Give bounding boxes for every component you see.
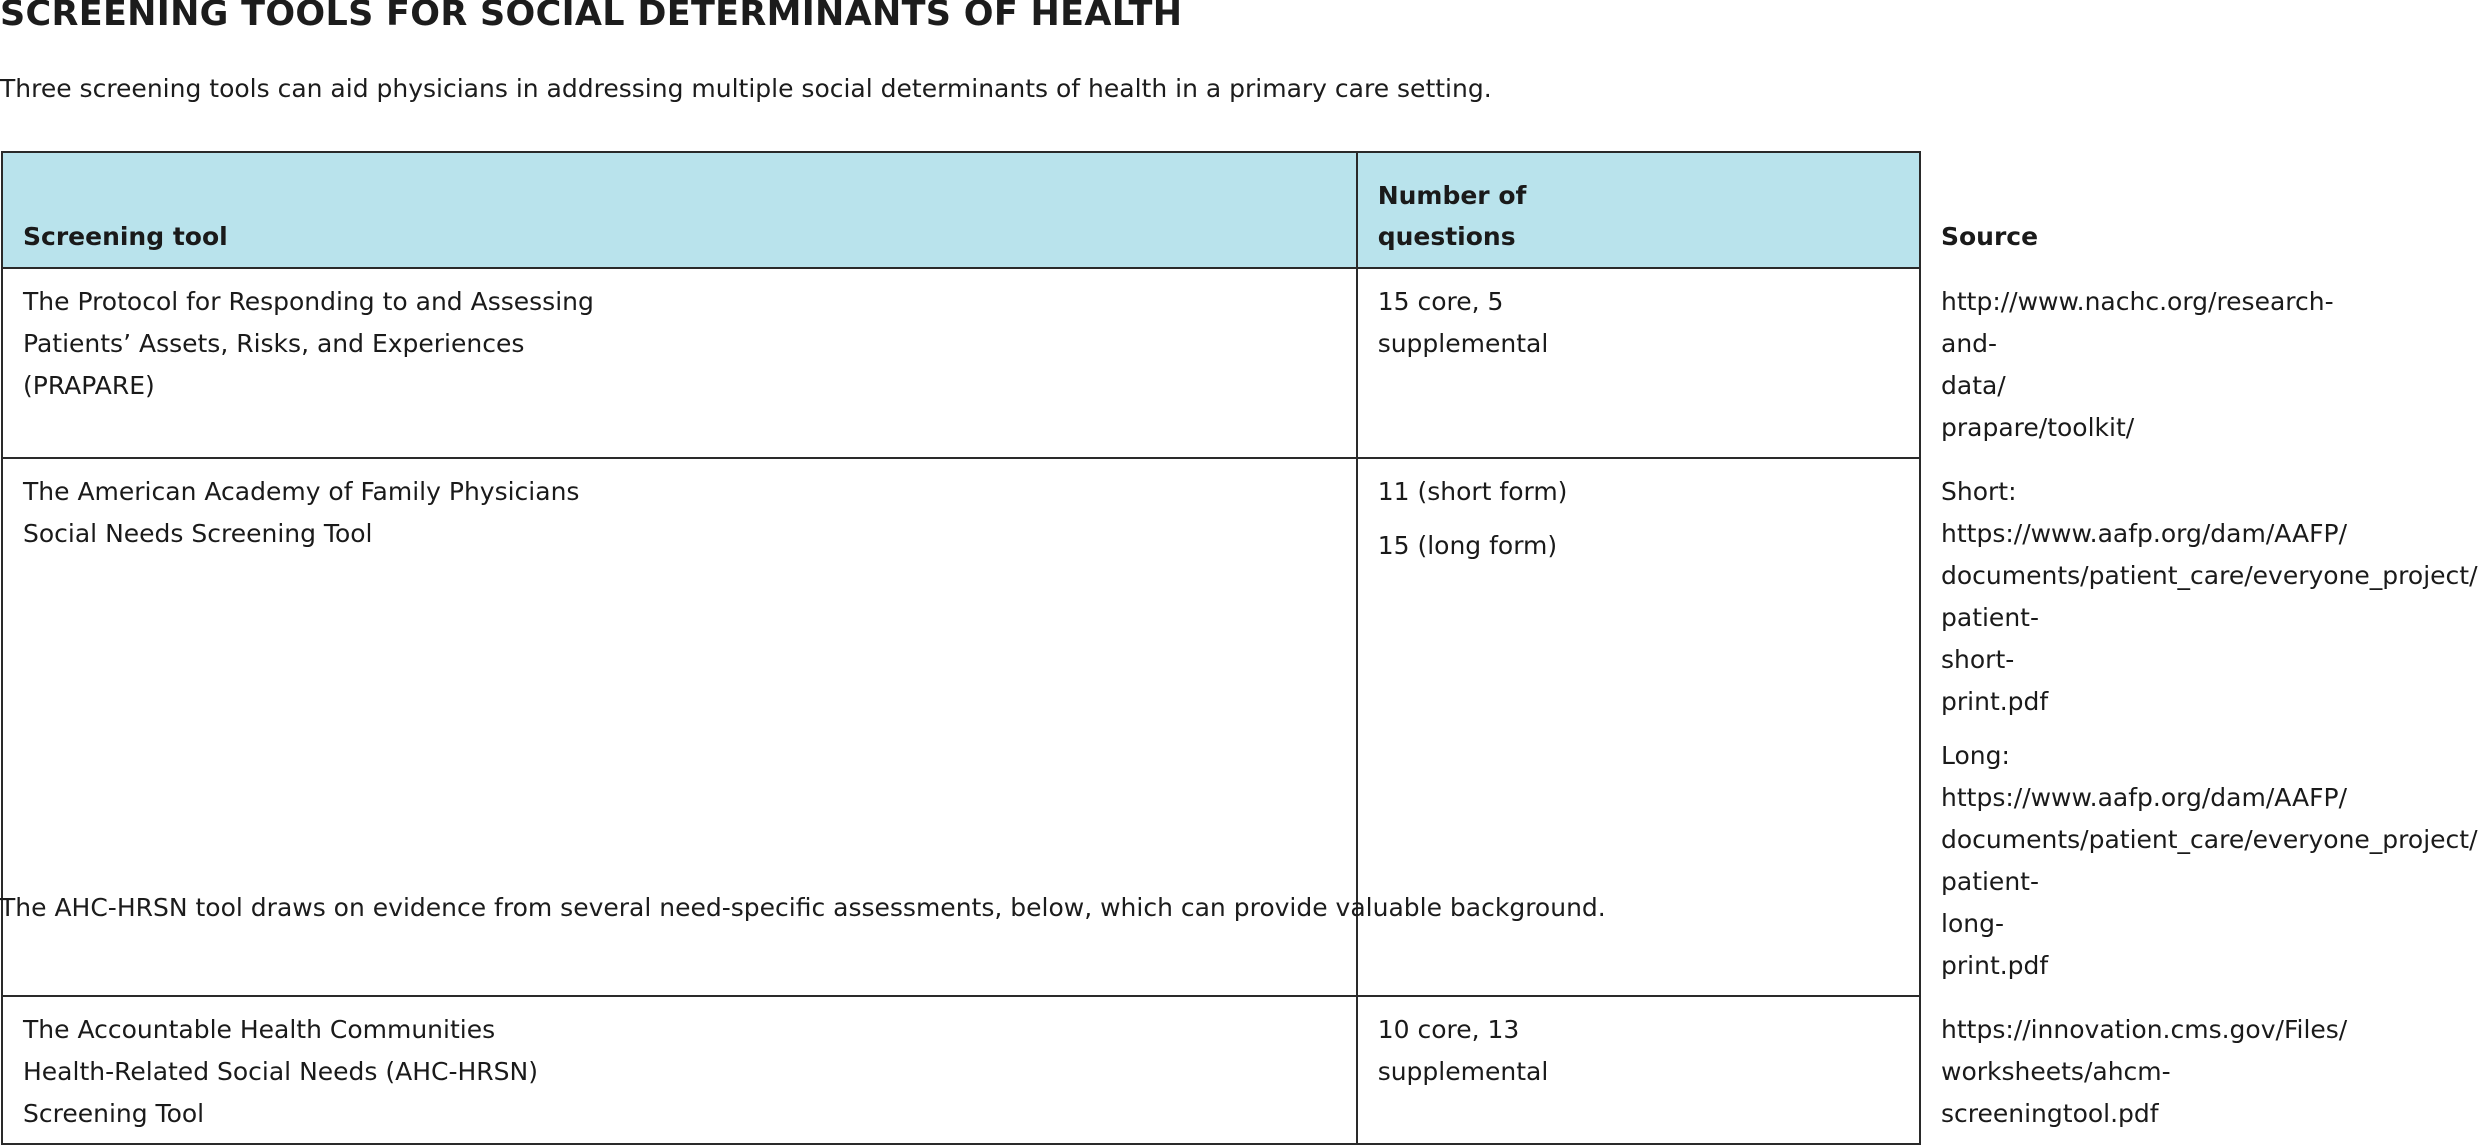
short-form-count: 11 (short form) [1377, 477, 1568, 506]
table-row: The American Academy of Family Physicians Social Needs Screening Tool 11 (short form) 15 (long form) Short: https://www.aafp.org/dam/AAFP/ documents/patient_care/everyone_project/ patient-short-print.pdf Long: https://www.aafp.org/dam/AAFP/ documents/patient_care/everyone_project/ patient-long-print.pdf [2, 458, 1920, 996]
table-row: The Protocol for Responding to and Assessing Patients’ Assets, Risks, and Experiences (PRAPARE) 15 core, 5 supplemental http://www.nachc.org/research-and-data/ prapare/toolkit/ [2, 268, 1920, 458]
cell-tool-name: The Protocol for Responding to and Assessing Patients’ Assets, Risks, and Experiences (PRAPARE) [2, 268, 1357, 458]
screening-tools-table [1, 151, 2478, 1145]
table-row: The Accountable Health Communities Health-Related Social Needs (AHC-HRSN) Screening Tool 10 core, 13 supplemental https://innovation.cms.gov/Files/ worksheets/ahcm-screeningtool.pdf [2, 996, 1920, 1144]
header-screening-tool: Screening tool [2, 152, 1357, 268]
cell-question-count: 10 core, 13 supplemental [1357, 996, 1920, 1144]
cell-question-count: 15 core, 5 supplemental [1357, 268, 1920, 458]
page-title: SCREENING TOOLS FOR SOCIAL DETERMINANTS OF HEALTH [0, 0, 1183, 34]
header-number-of-questions: Number of questions [1357, 152, 1920, 268]
long-form-count: 15 (long form) [1377, 531, 1558, 560]
cell-tool-name: The American Academy of Family Physicians Social Needs Screening Tool [2, 458, 1357, 996]
table-header-row: Screening tool Number of questions Source [2, 152, 1920, 268]
cell-tool-name: The Accountable Health Communities Health-Related Social Needs (AHC-HRSN) Screening Tool [2, 996, 1357, 1144]
footer-text: The AHC-HRSN tool draws on evidence from several need-specific assessments, below, which can provide valuable background. [0, 893, 1606, 922]
intro-text: Three screening tools can aid physicians in addressing multiple social determinants of health in a primary care setting. [0, 74, 1492, 103]
